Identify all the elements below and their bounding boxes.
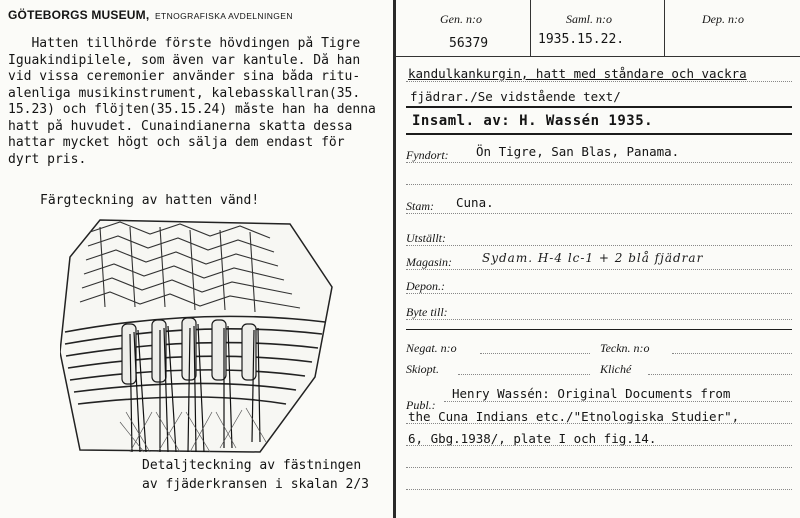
utstallt-rule	[406, 244, 792, 246]
saml-value: 1935.15.22.	[538, 32, 625, 47]
description-line: alenliga musikinstrument, kalebasskallran(35.	[8, 85, 361, 101]
description-line: hattar mycket högt och sälja dem endast för	[8, 135, 345, 150]
drawing-caption-line: Detaljteckning av fästningen	[142, 458, 362, 473]
hat-detail-drawing	[60, 212, 360, 457]
saml-label: Saml. n:o	[566, 12, 612, 26]
utstallt-label: Utställt:	[406, 231, 447, 245]
publ-rule	[406, 444, 792, 446]
stam-label: Stam:	[406, 199, 434, 213]
negat-rule	[480, 352, 590, 354]
gen-label: Gen. n:o	[440, 12, 482, 26]
magasin-label: Magasin:	[406, 255, 452, 269]
stam-rule	[406, 212, 792, 214]
description-line: Hatten tillhörde förste hövdingen på Tigre	[8, 36, 361, 51]
description-line: vid vissa ceremonier använder sina båda ritu-	[8, 69, 361, 84]
description-line: Iguakindipilele, som även var kantule. Då han	[8, 52, 361, 68]
collector-line: Insaml. av: H. Wassén 1935.	[412, 113, 654, 129]
blank-rule	[406, 183, 792, 185]
publ-rule	[444, 400, 792, 402]
stam-value: Cuna.	[456, 195, 494, 210]
publ-line: the Cuna Indians etc./"Etnologiska Studier",	[408, 409, 740, 424]
magasin-rule	[406, 268, 792, 270]
gen-number-cell	[396, 0, 531, 56]
drawing-caption-top: Färgteckning av hatten vänd!	[40, 193, 260, 208]
publ-line: 6, Gbg.1938/, plate I och fig.14.	[408, 431, 657, 446]
skiopt-label: Skiopt.	[406, 362, 439, 376]
teckn-label: Teckn. n:o	[600, 341, 650, 355]
card-divider	[393, 0, 396, 518]
publ-rule	[406, 422, 792, 424]
drawing-caption-line: av fjäderkransen i skalan 2/3	[142, 477, 369, 492]
blank-rule	[406, 466, 792, 468]
teckn-rule	[672, 352, 792, 354]
gen-value: 56379	[449, 36, 489, 51]
byte-label: Byte till:	[406, 305, 448, 319]
top-rule	[396, 56, 800, 57]
magasin-value: Sydam. H-4 lc-1 + 2 blå fjädrar	[482, 251, 704, 265]
description-text	[8, 36, 392, 168]
description-line: dyrt pris.	[8, 151, 87, 167]
description-line: hatt på huvudet. Cunaindianerna skatta dessa	[8, 118, 353, 134]
publ-line: Henry Wassén: Original Documents from	[452, 386, 731, 401]
object-rule	[406, 80, 792, 82]
object-note-line: fjädrar./Se vidstående text/	[410, 89, 621, 104]
kliche-label: Kliché	[600, 362, 632, 376]
dep-number-cell	[664, 0, 799, 56]
fyndort-label: Fyndort:	[406, 148, 449, 162]
fyndort-rule	[406, 161, 792, 163]
depon-rule	[406, 292, 792, 294]
dep-label: Dep. n:o	[702, 12, 744, 26]
byte-rule	[406, 318, 792, 320]
blank-rule	[406, 488, 792, 490]
publ-label: Publ.:	[406, 398, 436, 412]
section-rule	[406, 329, 792, 330]
object-rule-thick	[406, 106, 792, 108]
skiopt-rule	[458, 373, 590, 375]
depon-label: Depon.:	[406, 279, 445, 293]
museum-name: GÖTEBORGS MUSEUM,	[8, 8, 150, 22]
department-name: ETNOGRAFISKA AVDELNINGEN	[154, 11, 293, 21]
saml-number-cell	[530, 0, 665, 56]
drawing-caption-bottom	[142, 456, 369, 494]
fyndort-value: Ön Tigre, San Blas, Panama.	[476, 144, 680, 159]
collector-rule	[406, 133, 792, 135]
description-line: 15.23) och flöjten(35.15.24) måste han ha denna	[8, 102, 376, 117]
negat-label: Negat. n:o	[406, 341, 457, 355]
object-name-line: kandulkankurgin, hatt med ståndare och vackra	[408, 66, 747, 81]
museum-header	[8, 8, 293, 22]
kliche-rule	[648, 373, 792, 375]
